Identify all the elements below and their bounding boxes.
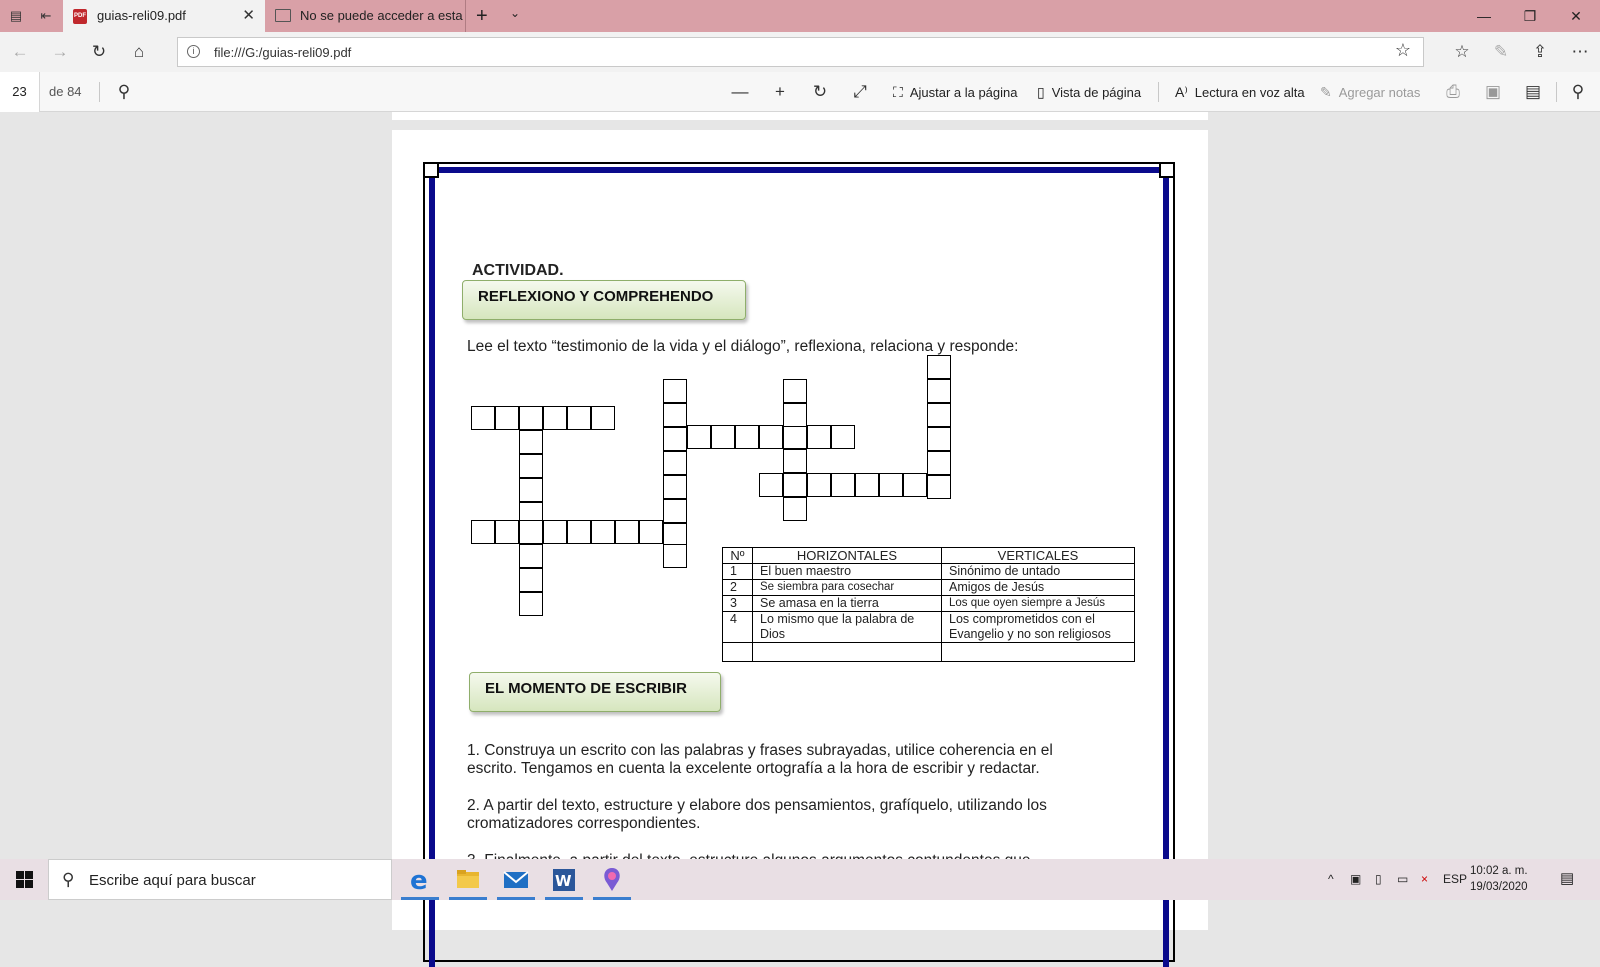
home-icon[interactable]: ⌂ [133,42,145,61]
crossword-cell [519,544,543,568]
crossword-cell [855,473,879,497]
crossword-cell [591,520,615,544]
crossword-cell [831,473,855,497]
pdf-icon: PDF [73,9,87,24]
crossword-cell [759,425,783,449]
fullscreen-icon[interactable]: ⤢ [853,82,867,101]
crossword-cell [783,379,807,403]
search-icon[interactable]: ⚲ [117,82,131,101]
crossword-cell [567,406,591,430]
crossword-cell [663,544,687,568]
crossword-cell [807,425,831,449]
crossword-cell [519,592,543,616]
mail-icon [493,859,539,900]
crossword-cell [735,425,759,449]
search-icon: ⚲ [62,870,75,889]
more-icon[interactable]: ⋯ [1571,42,1589,61]
page-view-icon: ▯ [1037,84,1045,100]
crossword-cell [903,473,927,497]
section-reflexiono-button: REFLEXIONO Y COMPREHENDO [462,280,746,320]
document-viewport[interactable] [0,112,1600,859]
clues-table [722,547,1135,662]
crossword-cell [927,403,951,427]
table-row: 2 Se siembra para cosechar Amigos de Jesús [723,580,1135,596]
address-bar[interactable] [177,37,1424,67]
crossword-cell [783,425,807,449]
svg-text:W: W [555,872,572,890]
crossword-cell [495,406,519,430]
table-row [723,643,1135,662]
meet-now-icon[interactable]: ▣ [1350,872,1362,886]
crossword-cell [663,451,687,475]
crossword-cell [879,473,903,497]
share-icon[interactable]: ⇪ [1532,42,1548,61]
crossword-cell [519,454,543,478]
crossword-cell [519,520,543,544]
pdf-toolbar [0,72,1600,112]
pen-icon: ✎ [1320,84,1332,100]
battery-icon[interactable]: ▯ [1375,872,1382,886]
crossword-cell [927,475,951,499]
pin-toolbar-icon[interactable]: ⚲ [1571,82,1585,101]
volume-muted-icon[interactable]: × [1421,872,1429,886]
refresh-icon[interactable]: ↻ [91,42,107,61]
page-number-input[interactable]: 23 [0,72,40,112]
edge-app[interactable] [397,859,443,900]
tab-title: guias-reli09.pdf [97,8,186,23]
favorite-star-icon[interactable]: ☆ [1394,40,1411,60]
set-aside-tabs-icon[interactable]: ⇤ [40,8,52,23]
close-tab-icon[interactable]: ✕ [242,7,255,24]
clue-header-number: Nº [723,548,753,564]
read-aloud-button[interactable]: A⁾ Lectura en voz alta [1175,84,1305,100]
crossword-cell [783,403,807,427]
tab-title: No se puede acceder a esta [300,8,463,23]
crossword-cell [471,520,495,544]
tab-error-page[interactable] [266,0,466,32]
crossword-cell [783,473,807,497]
section-escribir-button: EL MOMENTO DE ESCRIBIR [469,672,721,712]
tab-list-chevron-icon[interactable]: ⌄ [510,6,521,20]
info-icon[interactable]: i [187,45,200,58]
crossword-cell [927,355,951,379]
word-app[interactable] [541,859,587,900]
crossword-cell [711,425,735,449]
crossword-cell [567,520,591,544]
crossword-cell [663,499,687,523]
page-view-button[interactable]: ▯ Vista de página [1037,84,1142,100]
crossword-cell [543,406,567,430]
mail-app[interactable] [493,859,539,900]
crossword-cell [807,473,831,497]
windows-logo-icon [16,871,24,879]
zoom-in-icon[interactable]: + [775,82,785,101]
start-button[interactable] [0,859,48,900]
crossword-cell [495,520,519,544]
network-icon[interactable]: ▭ [1397,872,1409,886]
crossword-cell [639,520,663,544]
crossword-cell [663,475,687,499]
crossword-cell [543,520,567,544]
save-as-icon[interactable]: ▤ [1524,82,1542,101]
favorites-icon[interactable]: ☆ [1454,42,1470,61]
border-corner [1159,162,1175,178]
folder-icon [445,859,491,900]
crossword-cell [663,427,687,451]
table-row: 1 El buen maestro Sinónimo de untado [723,564,1135,580]
table-row: 3 Se amasa en la tierra Los que oyen siempre a Jesús [723,596,1135,612]
crossword-cell [927,379,951,403]
crossword-cell [591,406,615,430]
close-window-icon[interactable]: ✕ [1570,8,1582,24]
word-icon [541,859,587,900]
restore-icon[interactable]: ❐ [1523,8,1537,24]
fit-page-icon: ⛶ [893,84,903,100]
read-aloud-icon: A⁾ [1175,84,1188,100]
fit-page-button[interactable]: ⛶ Ajustar a la página [893,84,1018,100]
instruction-1: 1. Construya un escrito con las palabras y frases subrayadas, utilice coherencia en el escrito. Tengamos en cuenta la excelente ortografía a la hora de escribir y redactar. [467,742,1053,777]
clue-header-horizontal: HORIZONTALES [753,548,942,564]
previous-page [392,112,1208,120]
page-icon [275,9,291,22]
crossword-cell [519,430,543,454]
save-icon[interactable]: ▣ [1484,82,1502,101]
pdf-page [392,130,1208,930]
paint3d-app[interactable] [589,859,635,900]
crossword-cell [687,425,711,449]
navigation-bar [0,32,1600,72]
crossword-cell [663,379,687,403]
clue-header-vertical: VERTICALES [942,548,1135,564]
clock-date: 19/03/2020 [1470,881,1528,893]
intro-text: Lee el texto “testimonio de la vida y el diálogo”, reflexiona, relaciona y responde: [467,338,1019,355]
crossword-cell [519,406,543,430]
crossword-cell [783,449,807,473]
new-tab-icon[interactable]: + [476,5,488,27]
svg-text:e: e [410,866,428,896]
file-explorer-app[interactable] [445,859,491,900]
add-notes-button[interactable]: ✎ Agregar notas [1320,84,1421,100]
crossword-cell [663,403,687,427]
tab-actions-icon[interactable]: ▤ [9,8,23,23]
crossword-cell [519,478,543,502]
taskbar-search-placeholder: Escribe aquí para buscar [89,872,256,889]
print-icon[interactable]: ⎙ [1446,82,1460,101]
paint-icon [589,859,635,900]
address-url[interactable]: file:///G:/guias-reli09.pdf [214,45,352,60]
crossword-cell [471,406,495,430]
table-row: 4 Lo mismo que la palabra de Dios Los comprometidos con el Evangelio y no son religiosos [723,612,1135,643]
taskbar-search[interactable] [48,859,392,900]
forward-icon[interactable]: → [51,42,69,61]
tab-pdf[interactable] [63,0,265,32]
page-total: de 84 [49,84,82,99]
title-bar [0,0,1600,32]
zoom-out-icon[interactable]: — [731,82,749,101]
crossword-cell [831,425,855,449]
back-icon[interactable]: ← [11,42,29,61]
show-hidden-icons-icon[interactable]: ^ [1328,872,1334,886]
crossword-cell [927,451,951,475]
clock[interactable] [1470,863,1528,895]
language-indicator[interactable]: ESP [1443,872,1468,886]
activity-title: ACTIVIDAD. [472,262,564,279]
rotate-icon[interactable]: ↻ [812,82,828,101]
edge-icon [397,859,443,900]
crossword-cell [759,473,783,497]
pen-icon[interactable]: ✎ [1493,42,1509,61]
minimize-icon[interactable]: — [1477,8,1491,24]
notifications-icon[interactable]: ▤ [1560,870,1575,887]
crossword-cell [783,497,807,521]
clock-time: 10:02 a. m. [1470,865,1528,877]
border-corner [423,162,439,178]
crossword-cell [615,520,639,544]
crossword-cell [519,568,543,592]
instruction-2: 2. A partir del texto, estructure y elabore dos pensamientos, grafíquelo, utilizando los cromatizadores correspondientes. [467,797,1047,832]
crossword-cell [927,427,951,451]
taskbar [0,859,1600,900]
